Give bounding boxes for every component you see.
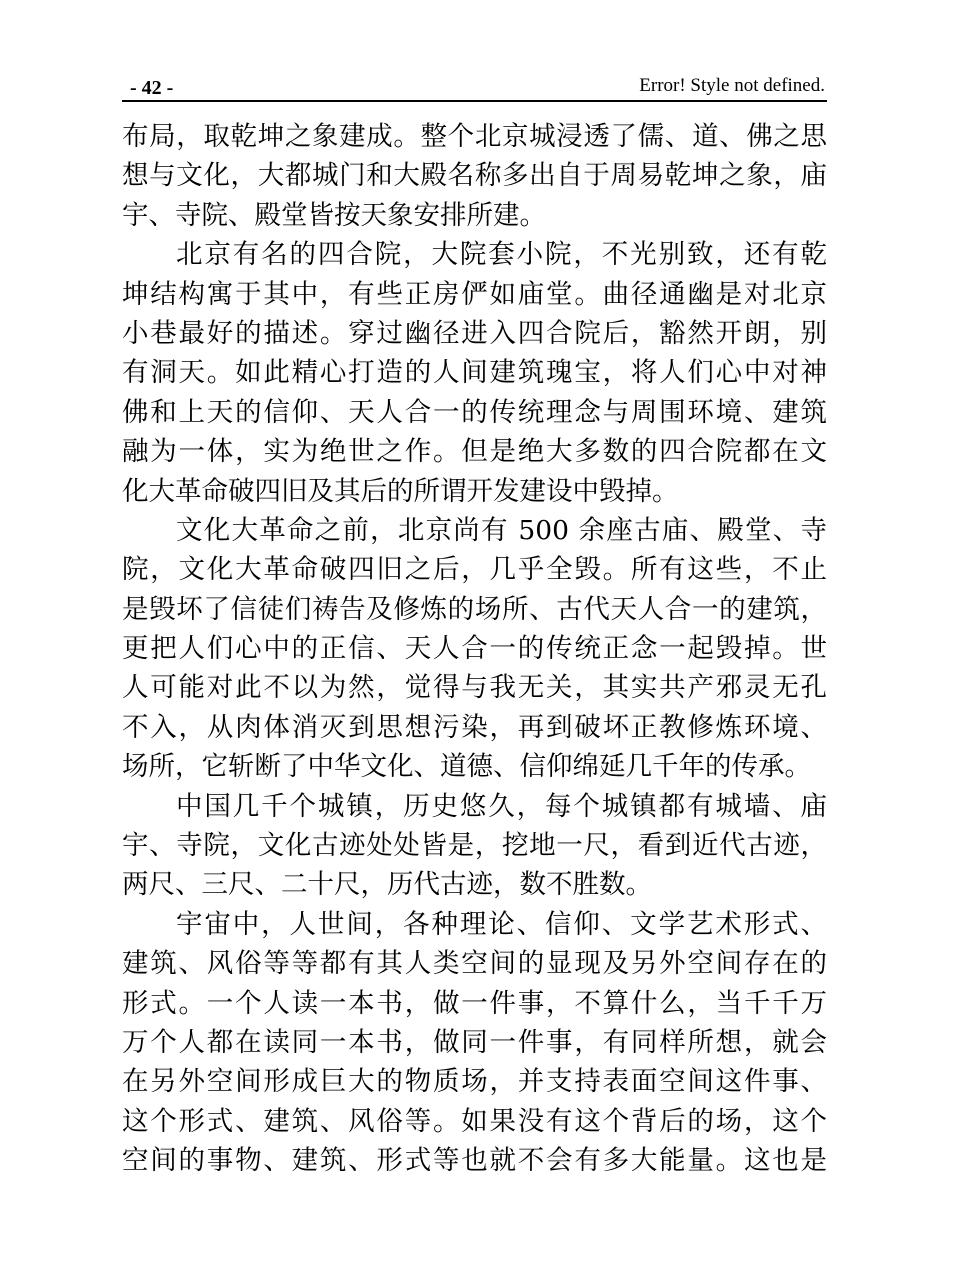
text-line: 宇宙中，人世间，各种理论、信仰、文学艺术形式、: [176, 908, 827, 940]
running-head: Error! Style not defined.: [639, 75, 825, 96]
body-text: [122, 117, 827, 1181]
paragraph: [122, 511, 827, 787]
text-line: 更把人们心中的正信、天人合一的传统正念一起毁掉。世: [122, 633, 827, 665]
text-line: 宇、寺院，文化古迹处处皆是，挖地一尺，看到近代古迹，: [122, 830, 827, 862]
paragraph: [122, 235, 827, 511]
text-line: 北京有名的四合院，大院套小院，不光别致，还有乾: [176, 239, 827, 271]
page-header: [122, 72, 827, 102]
paragraph: [122, 905, 827, 1181]
text-line: 万个人都在读同一本书，做同一件事，有同样所想，就会: [122, 1026, 827, 1058]
text-line: 空间的事物、建筑、形式等也就不会有多大能量。这也是: [122, 1145, 827, 1177]
text-line: 院，文化大革命破四旧之后，几乎全毁。所有这些，不止: [122, 554, 827, 586]
paragraph: [122, 787, 827, 905]
text-line: 形式。一个人读一本书，做一件事，不算什么，当千千万: [122, 987, 827, 1019]
text-line: 化大革命破四旧及其后的所谓开发建设中毁掉。: [122, 475, 679, 507]
text-line: 这个形式、建筑、风俗等。如果没有这个背后的场，这个: [122, 1105, 827, 1137]
text-line: 是毁坏了信徒们祷告及修炼的场所、古代天人合一的建筑，: [122, 593, 827, 625]
text-line: 有洞天。如此精心打造的人间建筑瑰宝，将人们心中对神: [122, 357, 827, 389]
text-line: 人可能对此不以为然，觉得与我无关，其实共产邪灵无孔: [122, 672, 827, 704]
text-line: 场所，它斩断了中华文化、道德、信仰绵延几千年的传承。: [122, 751, 811, 783]
text-line: 佛和上天的信仰、天人合一的传统理念与周围环境、建筑: [122, 396, 827, 428]
text-line: 建筑、风俗等等都有其人类空间的显现及另外空间存在的: [122, 948, 827, 980]
text-line: 在另外空间形成巨大的物质场，并支持表面空间这件事、: [122, 1066, 827, 1098]
text-line: 文化大革命之前，北京尚有 500 余座古庙、殿堂、寺: [176, 514, 827, 546]
text-line: 想与文化，大都城门和大殿名称多出自于周易乾坤之象，庙: [122, 160, 827, 192]
text-line: 布局，取乾坤之象建成。整个北京城浸透了儒、道、佛之思: [122, 121, 827, 152]
page-number: - 42 -: [130, 77, 174, 99]
text-line: 中国几千个城镇，历史悠久，每个城镇都有城墙、庙: [176, 790, 827, 822]
text-line: 融为一体，实为绝世之作。但是绝大多数的四合院都在文: [122, 436, 827, 468]
text-line: 坤结构寓于其中，有些正房俨如庙堂。曲径通幽是对北京: [122, 278, 827, 310]
text-line: 不入，从肉体消灭到思想污染，再到破坏正教修炼环境、: [122, 711, 827, 743]
paragraph: [122, 117, 827, 235]
text-line: 宇、寺院、殿堂皆按天象安排所建。: [122, 199, 546, 231]
text-line: 两尺、三尺、二十尺，历代古迹，数不胜数。: [122, 869, 652, 901]
text-line: 小巷最好的描述。穿过幽径进入四合院后，豁然开朗，别: [122, 317, 827, 349]
